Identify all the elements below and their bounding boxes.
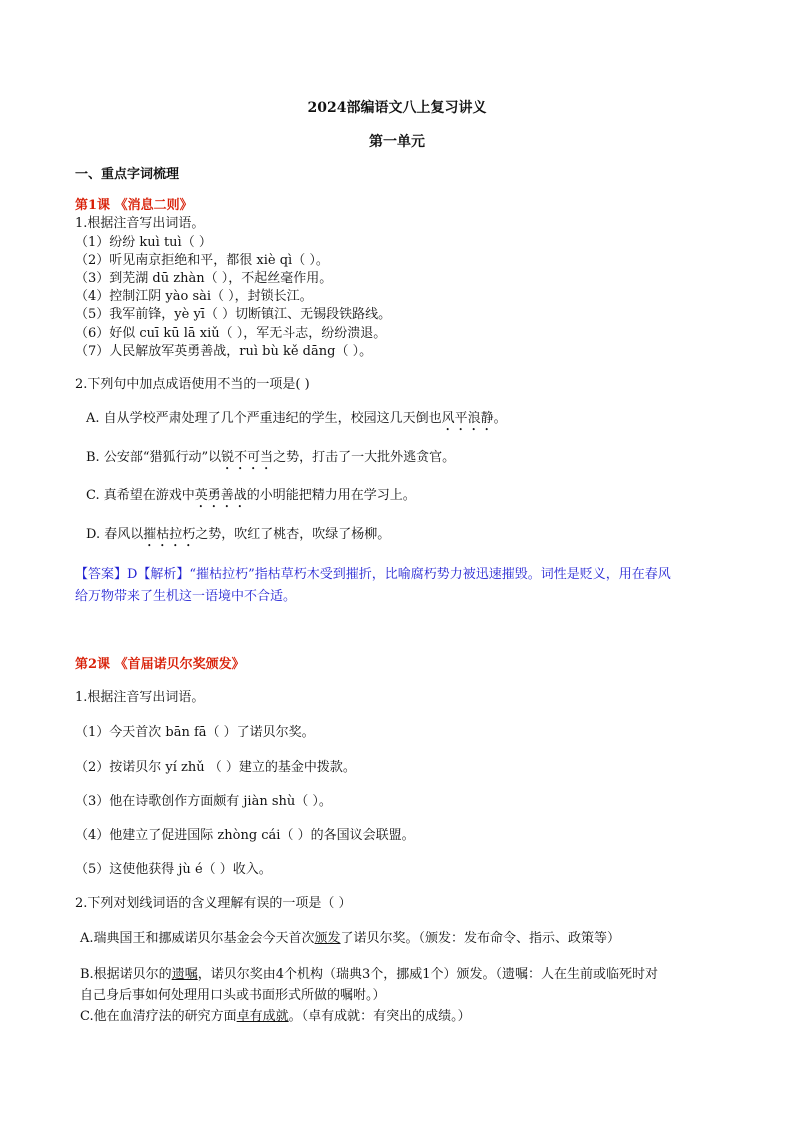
lesson2-q1-item: （4）他建立了促进国际 zhòng cái（ ）的各国议会联盟。 xyxy=(75,828,415,843)
dotted-idiom: 英勇善战 xyxy=(194,488,247,503)
option-b-continued: 自己身后事如何处理用口头或书面形式所做的嘱咐。） xyxy=(80,988,386,1003)
answer-line: 给万物带来了生机这一语境中不合适。 xyxy=(75,589,297,604)
lesson1-heading: 第1课 《消息二则》 xyxy=(75,198,193,213)
underlined-word: 卓有成就 xyxy=(236,1009,289,1024)
option-a xyxy=(86,410,507,434)
option-text: C.他在血清疗法的研究方面 xyxy=(80,1009,237,1024)
lesson2-heading: 第2课 《首届诺贝尔奖颁发》 xyxy=(75,657,245,672)
dotted-idiom: 锐不可当 xyxy=(221,450,274,465)
option-text: 之势，打击了一大批外逃贪官。 xyxy=(273,450,456,465)
option-text: B. 公安部“猎狐行动”以 xyxy=(86,450,222,465)
lesson1-q1-item: （3）到芜湖 dū zhàn（ ），不起丝毫作用。 xyxy=(75,271,333,286)
lesson1-q1-item: （4）控制江阴 yào sài（ ），封锁长江。 xyxy=(75,289,313,304)
option-text: A.瑞典国王和挪威诺贝尔基金会今天首次 xyxy=(80,931,315,946)
unit-title: 第一单元 xyxy=(369,134,425,150)
lesson2-q2-stem: 2.下列对划线词语的含义理解有误的一项是（ ） xyxy=(75,896,352,911)
option-text: 的小明能把精力用在学习上。 xyxy=(246,488,416,503)
underlined-word: 颁发 xyxy=(314,931,341,946)
lesson2-q1-item: （5）这使他获得 jù é（ ）收入。 xyxy=(75,862,272,877)
underlined-word: 遗嘱 xyxy=(171,967,198,982)
option-text: ，诺贝尔奖由4个机构（瑞典3个，挪威1个）颁发。（遗嘱：人在生前或临死时对 xyxy=(197,967,659,982)
option-text: 。 xyxy=(493,411,507,426)
lesson1-q1-item: （5）我军前锋，yè yī（ ）切断镇江、无锡段铁路线。 xyxy=(75,307,392,322)
option-a xyxy=(80,930,620,948)
option-text: 。（卓有成就：有突出的成绩。） xyxy=(288,1009,471,1024)
option-text: A. 自从学校严肃处理了几个严重违纪的学生，校园这几天倒也 xyxy=(86,411,442,426)
lesson2-q1-item: （1）今天首次 bān fā（ ）了诺贝尔奖。 xyxy=(75,725,315,740)
doc-title: 2024部编语文八上复习讲义 xyxy=(307,100,487,116)
option-d xyxy=(86,526,390,550)
dotted-idiom: 摧枯拉朽 xyxy=(143,527,196,542)
lesson1-q1-item: （2）听见南京拒绝和平，都很 xiè qì（ ）。 xyxy=(75,253,329,268)
option-b xyxy=(86,449,455,473)
lesson1-q2-stem: 2.下列句中加点成语使用不当的一项是( ) xyxy=(75,377,310,392)
option-b xyxy=(80,966,658,984)
dotted-idiom: 风平浪静 xyxy=(441,411,494,426)
option-text: B.根据诺贝尔的 xyxy=(80,967,172,982)
option-c xyxy=(86,487,416,511)
option-text: C. 真希望在游戏中 xyxy=(86,488,195,503)
lesson1-q1-item: （7）人民解放军英勇善战，ruì bù kě dāng（ ）。 xyxy=(75,344,373,359)
option-c xyxy=(80,1008,471,1026)
option-text: D. 春风以 xyxy=(86,527,144,542)
option-text: 之势，吹红了桃杏，吹绿了杨柳。 xyxy=(195,527,391,542)
lesson2-q1-item: （2）按诺贝尔 yí zhǔ （ ）建立的基金中拨款。 xyxy=(75,760,356,775)
section-title: 一、重点字词梳理 xyxy=(75,167,180,182)
lesson2-q1-item: （3）他在诗歌创作方面颇有 jiàn shù（ ）。 xyxy=(75,794,332,809)
option-text: 了诺贝尔奖。（颁发：发布命令、指示、政策等） xyxy=(340,931,621,946)
lesson1-q1-item: （1）纷纷 kuì tuì（ ） xyxy=(75,235,212,250)
lesson1-q1-stem: 1.根据注音写出词语。 xyxy=(75,216,205,231)
lesson1-q1-item: （6）好似 cuī kū lā xiǔ（ ），军无斗志，纷纷溃退。 xyxy=(75,326,387,341)
answer-line: 【答案】D【解析】“摧枯拉朽”指枯草朽木受到摧折，比喻腐朽势力被迅速摧毁。词性是贬义，用在春风 xyxy=(75,567,671,582)
lesson2-q1-stem: 1.根据注音写出词语。 xyxy=(75,690,205,705)
